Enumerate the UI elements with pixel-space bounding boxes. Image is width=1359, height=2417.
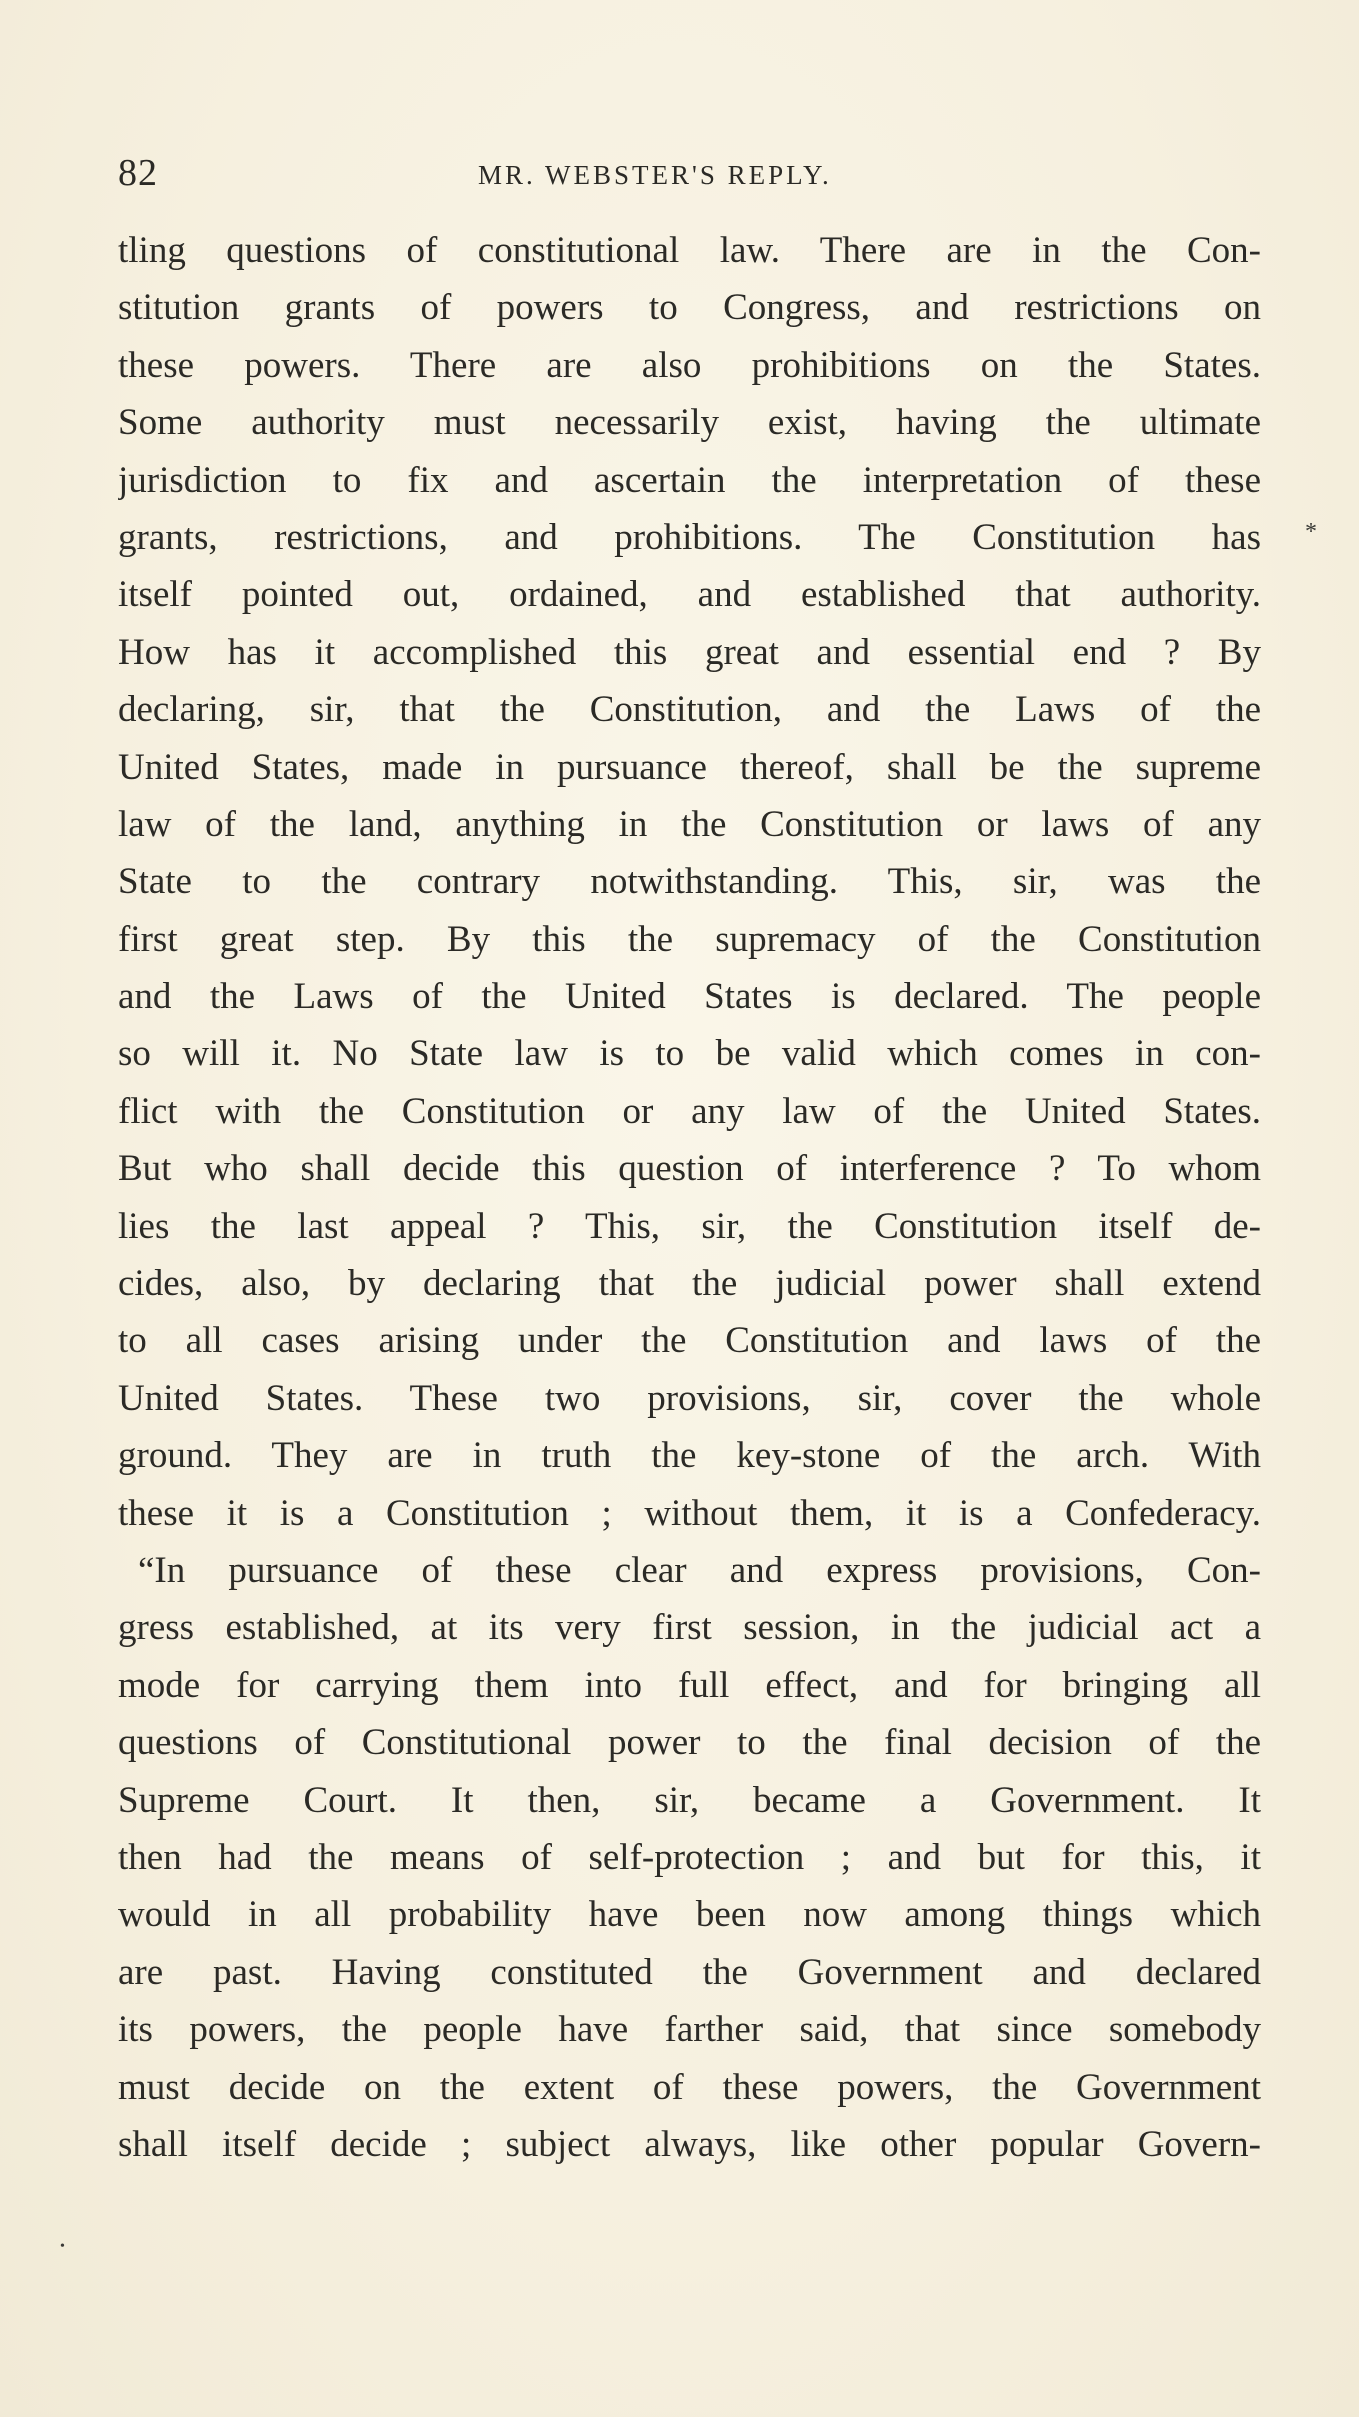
margin-dot: • bbox=[60, 2239, 65, 2254]
text-line: law of the land, anything in the Constitution or laws of any bbox=[118, 803, 1261, 845]
text-line: its powers, the people have farther said, that since somebody bbox=[118, 2009, 1261, 2051]
text-line: mode for carrying them into full effect, and for bringing all bbox=[118, 1664, 1261, 1706]
text-line: these it is a Constitution ; without them, it is a Confederacy. bbox=[118, 1492, 1261, 1534]
text-line: lies the last appeal ? This, sir, the Constitution itself de- bbox=[118, 1205, 1261, 1247]
text-line: How has it accomplished this great and essential end ? By bbox=[118, 631, 1261, 673]
margin-mark: * bbox=[1305, 519, 1317, 545]
text-line: are past. Having constituted the Government and declared bbox=[118, 1951, 1261, 1993]
paragraph-start-line: “In pursuance of these clear and express provisions, Con- bbox=[138, 1549, 1261, 1591]
text-line: jurisdiction to fix and ascertain the interpretation of these bbox=[118, 459, 1261, 501]
text-line: and the Laws of the United States is declared. The people bbox=[118, 976, 1261, 1018]
text-line: itself pointed out, ordained, and established that authority. bbox=[118, 574, 1261, 616]
text-line: grants, restrictions, and prohibitions. The Constitution has bbox=[118, 516, 1261, 558]
text-line: Some authority must necessarily exist, having the ultimate bbox=[118, 402, 1261, 444]
text-line: United States. These two provisions, sir, cover the whole bbox=[118, 1377, 1261, 1419]
text-line: then had the means of self-protection ; and but for this, it bbox=[118, 1836, 1261, 1878]
running-head: MR. WEBSTER'S REPLY. bbox=[478, 160, 832, 190]
text-line: State to the contrary notwithstanding. This, sir, was the bbox=[118, 861, 1261, 903]
text-line: United States, made in pursuance thereof, shall be the supreme bbox=[118, 746, 1261, 788]
page-number: 82 bbox=[118, 152, 158, 194]
body-text bbox=[118, 222, 1261, 2173]
text-line: But who shall decide this question of interference ? To whom bbox=[118, 1148, 1261, 1190]
text-line: stitution grants of powers to Congress, and restrictions on bbox=[118, 287, 1261, 329]
text-line: must decide on the extent of these powers, the Government bbox=[118, 2066, 1261, 2108]
page-header bbox=[118, 148, 1258, 198]
text-line: cides, also, by declaring that the judicial power shall extend bbox=[118, 1263, 1261, 1305]
text-line: these powers. There are also prohibitions on the States. bbox=[118, 344, 1261, 386]
text-line: questions of Constitutional power to the final decision of the bbox=[118, 1722, 1261, 1764]
text-line: shall itself decide ; subject always, like other popular Govern- bbox=[118, 2123, 1261, 2165]
text-line: to all cases arising under the Constitution and laws of the bbox=[118, 1320, 1261, 1362]
text-line: so will it. No State law is to be valid which comes in con- bbox=[118, 1033, 1261, 1075]
text-line: Supreme Court. It then, sir, became a Government. It bbox=[118, 1779, 1261, 1821]
text-line: first great step. By this the supremacy of the Constitution bbox=[118, 918, 1261, 960]
text-line: tling questions of constitutional law. There are in the Con- bbox=[118, 230, 1261, 271]
text-line: ground. They are in truth the key-stone of the arch. With bbox=[118, 1435, 1261, 1477]
text-line: would in all probability have been now among things which bbox=[118, 1894, 1261, 1936]
text-line: gress established, at its very first session, in the judicial act a bbox=[118, 1607, 1261, 1649]
text-line: flict with the Constitution or any law of the United States. bbox=[118, 1090, 1261, 1132]
text-line: declaring, sir, that the Constitution, and the Laws of the bbox=[118, 689, 1261, 731]
